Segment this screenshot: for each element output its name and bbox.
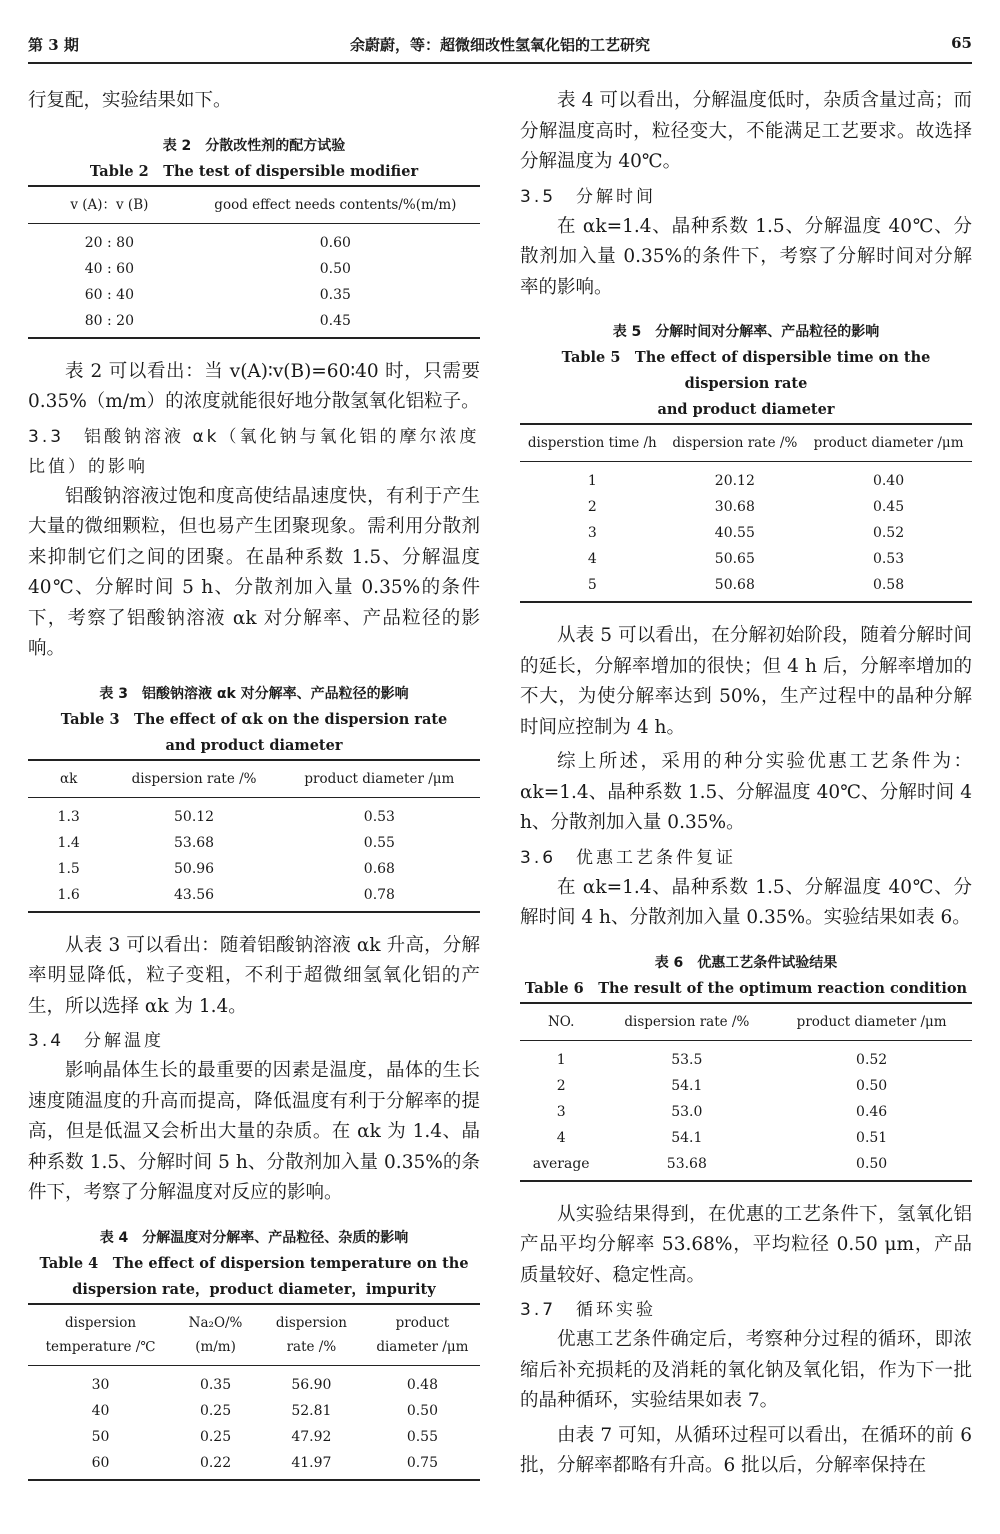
cell: 0.53: [363, 808, 395, 825]
cell: 54.1: [671, 1129, 703, 1146]
table-row: [520, 462, 972, 495]
table-row: [28, 856, 480, 882]
cell: 0.75: [365, 1450, 480, 1480]
cell: 50.96: [174, 860, 215, 877]
column-header: αk: [28, 760, 109, 798]
paragraph: 从实验结果得到，在优惠的工艺条件下，氢氧化铝产品平均分解率 53.68%，平均粒径 0.50 μm，产品质量较好、稳定性高。: [520, 1203, 972, 1286]
table-row: [28, 882, 480, 912]
paragraph: 表 4 可以看出，分解温度低时，杂质含量过高；而分解温度高时，粒径变大，不能满足工艺要求。故选择分解温度为 40℃。: [520, 90, 972, 172]
cell: 0.50: [856, 1077, 888, 1094]
cell: 56.90: [291, 1376, 332, 1393]
table-6: [520, 950, 972, 1182]
cell: 53.5: [671, 1051, 703, 1068]
cell: 0.22: [173, 1450, 258, 1480]
column-header: dispersion rate /%: [665, 424, 805, 462]
table-row: [520, 1151, 972, 1181]
cell: 0.50: [319, 260, 351, 277]
cell: 0.78: [279, 882, 480, 912]
cell: 0.55: [363, 834, 395, 851]
table-caption-en-line2: dispersion rate，product diameter，impurity: [72, 1280, 436, 1298]
table-caption-en-line2: and product diameter: [657, 401, 835, 418]
paragraph: 在 αk=1.4、晶种系数 1.5、分解温度 40℃、分解时间 4 h、分散剂加入量 0.35%。实验结果如表 6。: [520, 876, 972, 928]
table-row: [28, 830, 480, 856]
running-header: [28, 34, 972, 58]
cell: 40: [91, 1402, 110, 1419]
paragraph: 由表 7 可知，从循环过程可以看出，在循环的前 6 批，分解率都略有升高。6 批以后，分解率保持在: [520, 1424, 972, 1476]
table-row: [28, 1450, 480, 1480]
cell: 0.50: [406, 1402, 438, 1419]
cell: 0.45: [191, 308, 480, 338]
column-header: NO.: [520, 1003, 602, 1041]
cell: 80 : 20: [28, 308, 191, 338]
table-5: [520, 319, 972, 603]
cell: 0.55: [406, 1428, 438, 1445]
column-header: dispersion rate /%: [602, 1003, 771, 1041]
cell: 0.68: [363, 860, 395, 877]
table-row: [520, 546, 972, 572]
cell: 30.68: [714, 499, 755, 515]
cell: 1: [587, 473, 597, 489]
column-header: good effect needs contents/%(m/m): [191, 186, 480, 224]
paragraph: 表 2 可以看出：当 v(A)∶v(B)=60∶40 时，只需要 0.35%（m/m）的浓度就能很好地分散氢氧化铝粒子。: [28, 360, 480, 412]
data-table: [28, 185, 480, 339]
cell: 54.1: [671, 1077, 703, 1094]
cell: 20.12: [714, 473, 755, 489]
table-caption-en-line2: and product diameter: [165, 736, 343, 754]
cell: 1: [556, 1051, 566, 1068]
cell: 53.68: [174, 834, 215, 851]
column-header: v (A)：v (B): [28, 186, 191, 224]
cell: 0.60: [319, 234, 351, 251]
table-caption-en: Table 5 The effect of dispersible time on the dispersion rate: [561, 349, 931, 392]
table-row: [520, 494, 972, 520]
cell: 0.53: [872, 551, 905, 567]
cell: 20 : 80: [84, 234, 134, 251]
table-caption-en: Table 3 The effect of αk on the dispersion rate: [60, 710, 448, 728]
cell: 0.48: [406, 1376, 438, 1393]
cell: 1.6: [28, 882, 109, 912]
table-2: [28, 133, 480, 339]
table-row: [520, 572, 972, 602]
data-table: [28, 759, 480, 913]
cell: average: [520, 1151, 602, 1181]
cell: 1.5: [57, 860, 80, 877]
paragraph: 影响晶体生长的最重要的因素是温度，晶体的生长速度随温度的升高而提高，降低温度有利于分解率的提高，但是低温又会析出大量的杂质。在 αk 为 1.4、晶种系数 1.5、分解时间 5 h、分散剂加入量 0.35%的条件下，考察了分解温度对反应的影响。: [28, 1060, 480, 1203]
cell: 50: [91, 1428, 110, 1445]
section-heading: 3.5 分解时间: [520, 186, 657, 207]
cell: 52.81: [291, 1402, 332, 1419]
paragraph: 综上所述，采用的种分实验优惠工艺条件为：αk=1.4、晶种系数 1.5、分解温度 40℃、分解时间 4 h、分散剂加入量 0.35%。: [520, 751, 972, 833]
table-caption-en: Table 4 The effect of dispersion temperature on the: [39, 1254, 469, 1272]
column-header: product diameter /μm: [805, 424, 972, 462]
table-row: [28, 308, 480, 338]
table-caption-cn: 表 5 分解时间对分解率、产品粒径的影响: [612, 324, 880, 340]
table-row: [28, 1398, 480, 1424]
paragraph: 从表 5 可以看出，在分解初始阶段，随着分解时间的延长，分解率增加的很快；但 4 h 后，分解率增加的不大，为使分解率达到 50%，生产过程中的晶种分解时间应控制为 4 h。: [520, 625, 972, 738]
data-table: [520, 423, 972, 603]
cell: 53.68: [602, 1151, 771, 1181]
cell: 0.51: [856, 1129, 888, 1146]
table-row: [520, 1099, 972, 1125]
cell: 1.3: [57, 808, 80, 825]
table-row: [520, 520, 972, 546]
cell: 0.46: [856, 1103, 888, 1120]
table-caption-cn: 表 3 铝酸钠溶液 αk 对分解率、产品粒径的影响: [99, 685, 409, 702]
paragraph: 优惠工艺条件确定后，考察种分过程的循环，即浓缩后补充损耗的及消耗的氧化钠及氧化铝，作为下一批的晶种循环，实验结果如表 7。: [520, 1329, 972, 1411]
column-header: product diameter /μm: [279, 760, 480, 798]
section-heading: 3.3 铝酸钠溶液 αk（氧化钠与氧化铝的摩尔浓度比值）的影响: [28, 426, 480, 477]
table-row: [28, 282, 480, 308]
cell: 40.55: [714, 525, 755, 541]
cell: 53.0: [671, 1103, 703, 1120]
cell: 4: [556, 1129, 566, 1146]
table-row: [28, 256, 480, 282]
table-4: [28, 1225, 480, 1481]
cell: 3: [587, 525, 597, 541]
table-3: [28, 681, 480, 913]
cell: 4: [587, 551, 597, 567]
data-table: [28, 1303, 480, 1481]
cell: 43.56: [109, 882, 278, 912]
cell: 41.97: [258, 1450, 365, 1480]
cell: 3: [556, 1103, 566, 1120]
table-caption-cn: 表 6 优惠工艺条件试验结果: [654, 954, 838, 971]
paragraph: 在 αk=1.4、晶种系数 1.5、分解温度 40℃、分散剂加入量 0.35%的条件下，考察了分解时间对分解率的影响。: [520, 215, 972, 298]
header-rule: [28, 62, 972, 64]
cell: 0.35: [319, 286, 351, 303]
column-header: dispersion rate /%: [109, 760, 278, 798]
paragraph: 铝酸钠溶液过饱和度高使结晶速度快，有利于产生大量的微细颗粒，但也易产生团聚现象。需利用分散剂来抑制它们之间的团聚。在晶种系数 1.5、分解温度 40℃、分解时间 5 h、分散剂加入量 0.35%的条件下，考察了铝酸钠溶液 αk 对分解率、产品粒径的影响。: [28, 485, 480, 659]
running-title: 余蔚蔚，等：超微细改性氢氧化铝的工艺研究: [349, 36, 650, 54]
column-header: product diameter /μm: [365, 1304, 480, 1366]
cell: 0.50: [771, 1151, 972, 1181]
cell: 30: [91, 1376, 110, 1393]
paragraph: 行复配，实验结果如下。: [28, 90, 232, 111]
column-header: dispersion temperature /℃: [28, 1304, 173, 1366]
right-column: [520, 86, 972, 1486]
cell: 0.35: [199, 1376, 232, 1393]
cell: 5: [520, 572, 665, 602]
cell: 60 : 40: [84, 286, 134, 303]
table-caption-en: Table 6 The result of the optimum reaction condition: [524, 979, 968, 997]
column-header: dispersion rate /%: [258, 1304, 365, 1366]
column-header: Na₂O/% (m/m): [173, 1304, 258, 1366]
cell: 0.25: [199, 1402, 232, 1419]
table-caption-cn: 表 4 分解温度对分解率、产品粒径、杂质的影响: [99, 1229, 409, 1246]
table-row: [28, 223, 480, 256]
cell: 2: [556, 1077, 566, 1094]
table-row: [28, 1424, 480, 1450]
table-row: [520, 1040, 972, 1073]
cell: 0.45: [872, 499, 905, 515]
table-row: [520, 1125, 972, 1151]
cell: 40 : 60: [84, 260, 134, 277]
cell: 0.58: [805, 572, 972, 602]
column-header: disperstion time /h: [520, 424, 665, 462]
cell: 47.92: [291, 1428, 332, 1445]
cell: 0.40: [872, 473, 905, 489]
cell: 0.52: [856, 1051, 888, 1068]
data-table: [520, 1002, 972, 1182]
table-row: [28, 1365, 480, 1398]
cell: 50.12: [174, 808, 215, 825]
section-heading: 3.6 优惠工艺条件复证: [520, 847, 737, 868]
column-header: product diameter /μm: [771, 1003, 972, 1041]
cell: 1.4: [57, 834, 80, 851]
section-heading: 3.7 循环实验: [520, 1300, 657, 1320]
table-row: [520, 1073, 972, 1099]
cell: 50.65: [714, 551, 755, 567]
cell: 50.68: [665, 572, 805, 602]
cell: 0.52: [872, 525, 905, 541]
cell: 60: [28, 1450, 173, 1480]
left-column: [28, 86, 480, 1499]
table-row: [28, 797, 480, 830]
section-heading: 3.4 分解温度: [28, 1031, 165, 1051]
table-caption-cn: 表 2 分散改性剂的配方试验: [162, 137, 346, 154]
page-number: 65: [951, 34, 972, 52]
issue-number: 第 3 期: [28, 36, 79, 54]
cell: 0.25: [199, 1428, 232, 1445]
paragraph: 从表 3 可以看出：随着铝酸钠溶液 αk 升高，分解率明显降低，粒子变粗，不利于超微细氢氧化铝的产生，所以选择 αk 为 1.4。: [28, 934, 480, 1017]
cell: 2: [587, 499, 597, 515]
table-caption-en: Table 2 The test of dispersible modifier: [89, 162, 419, 180]
